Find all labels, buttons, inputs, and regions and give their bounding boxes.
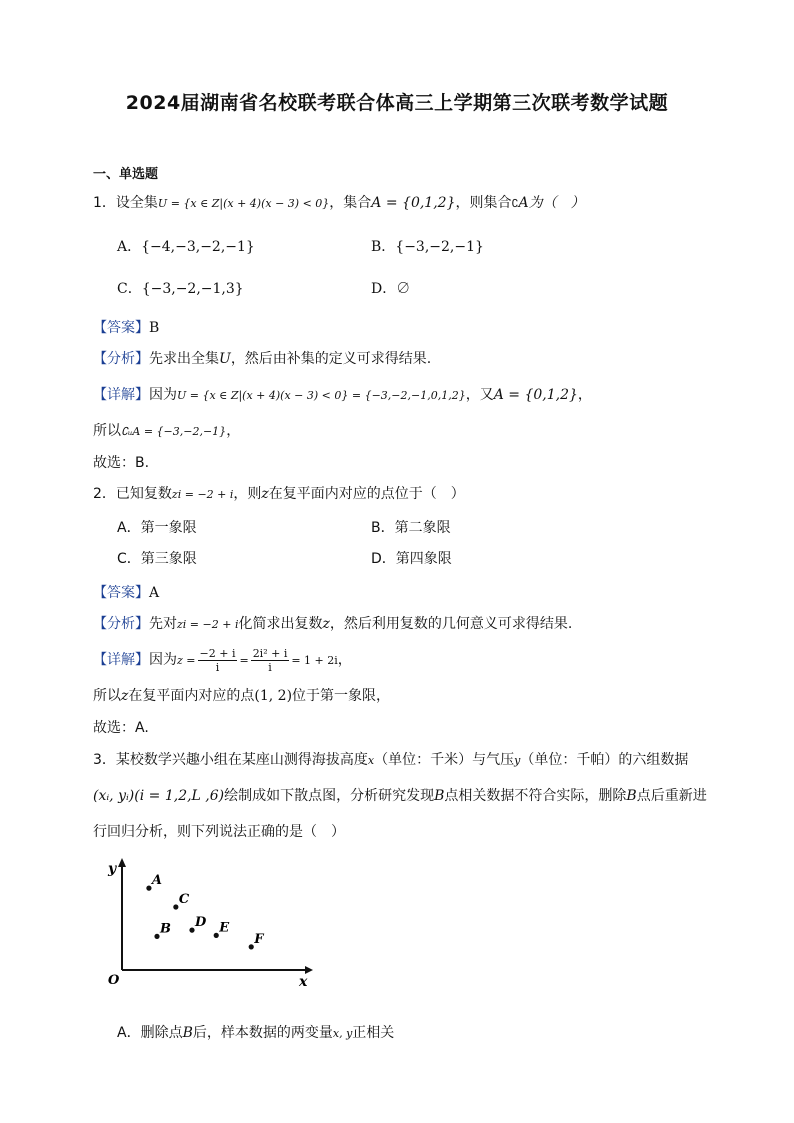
y-axis-arrow — [118, 858, 126, 867]
fraction-1: $\frac{-2 + i}{i}$ — [199, 646, 236, 674]
q1-detail-line2: 所以∁ᵤA = {−3,−2,−1}， — [93, 423, 241, 439]
y-axis-label: y — [108, 861, 117, 877]
x-axis-label: x — [299, 974, 308, 990]
q2-option-a: A．第一象限 — [117, 520, 197, 536]
section-heading: 一、单选题 — [93, 167, 159, 182]
origin-label: O — [108, 973, 120, 988]
point-label-A: A — [151, 873, 163, 889]
q2-option-d: D．第四象限 — [371, 551, 452, 567]
q1-option-c: C．{−3,−2,−1,3} — [117, 281, 244, 297]
q2-detail: 【详解】因为z = $\frac{-2 + i}{i}$ = $\frac{\text{2i² + i}}{i}$ = 1 + 2i， — [93, 646, 352, 674]
q3-option-a: A．删除点B后，样本数据的两变量x, y正相关 — [117, 1025, 395, 1041]
q3-stem-line1: 3．某校数学兴趣小组在某座山测得海拔高度x（单位：千米）与气压y（单位：千帕）的六组数据 — [93, 752, 689, 768]
q2-option-b: B．第二象限 — [371, 520, 451, 536]
q1-option-b: B．{−3,−2,−1} — [371, 239, 484, 255]
q3-stem-line3: 行回归分析，则下列说法正确的是（ ） — [93, 824, 345, 840]
scatter-plot — [92, 855, 308, 1005]
q2-stem: 2．已知复数zi = −2 + i，则z在复平面内对应的点位于（ ） — [93, 486, 465, 502]
point-E — [214, 933, 219, 938]
q2-answer: 【答案】A — [93, 585, 160, 601]
point-label-C: C — [178, 892, 190, 907]
q2-choose: 故选：A. — [93, 720, 149, 736]
q1-answer: 【答案】B — [93, 320, 160, 336]
q1-stem: 1．设全集U = {x ∈ Z|(x + 4)(x − 3) < 0}，集合A = {0,1,2}，则集合∁A为（ ） — [93, 195, 585, 211]
point-B — [154, 934, 159, 939]
q2-option-c: C．第三象限 — [117, 551, 197, 567]
q3-stem-line2: (xᵢ, yᵢ)(i = 1,2,L ,6)绘制成如下散点图，分析研究发现B点相关数据不符合实际，删除B点后重新进 — [93, 788, 707, 804]
q2-analysis: 【分析】先对zi = −2 + i化简求出复数z，然后利用复数的几何意义可求得结果. — [93, 616, 573, 632]
q2-detail-line2: 所以z在复平面内对应的点(1, 2)位于第一象限， — [93, 688, 391, 704]
fraction-2: $\frac{\text{2i² + i}}{i}$ — [252, 646, 288, 674]
point-label-E: E — [219, 920, 230, 936]
point-C — [173, 904, 178, 909]
point-label-B: B — [160, 921, 171, 937]
point-F — [249, 944, 254, 949]
q1-analysis: 【分析】先求出全集U，然后由补集的定义可求得结果. — [93, 351, 432, 367]
point-D — [189, 928, 194, 933]
point-label-F: F — [254, 931, 264, 947]
q1-option-a: A．{−4,−3,−2,−1} — [117, 239, 255, 255]
point-label-D: D — [195, 915, 207, 931]
q1-choose: 故选：B. — [93, 455, 150, 471]
q1-detail: 【详解】因为U = {x ∈ Z|(x + 4)(x − 3) < 0} = {−3,−2,−1,0,1,2}，又A = {0,1,2}， — [93, 387, 592, 403]
x-axis-arrow — [305, 966, 313, 974]
point-A — [146, 886, 151, 891]
q1-option-d: D．∅ — [371, 281, 411, 297]
page-title: 2024届湖南省名校联考联合体高三上学期第三次联考数学试题 — [125, 92, 669, 114]
